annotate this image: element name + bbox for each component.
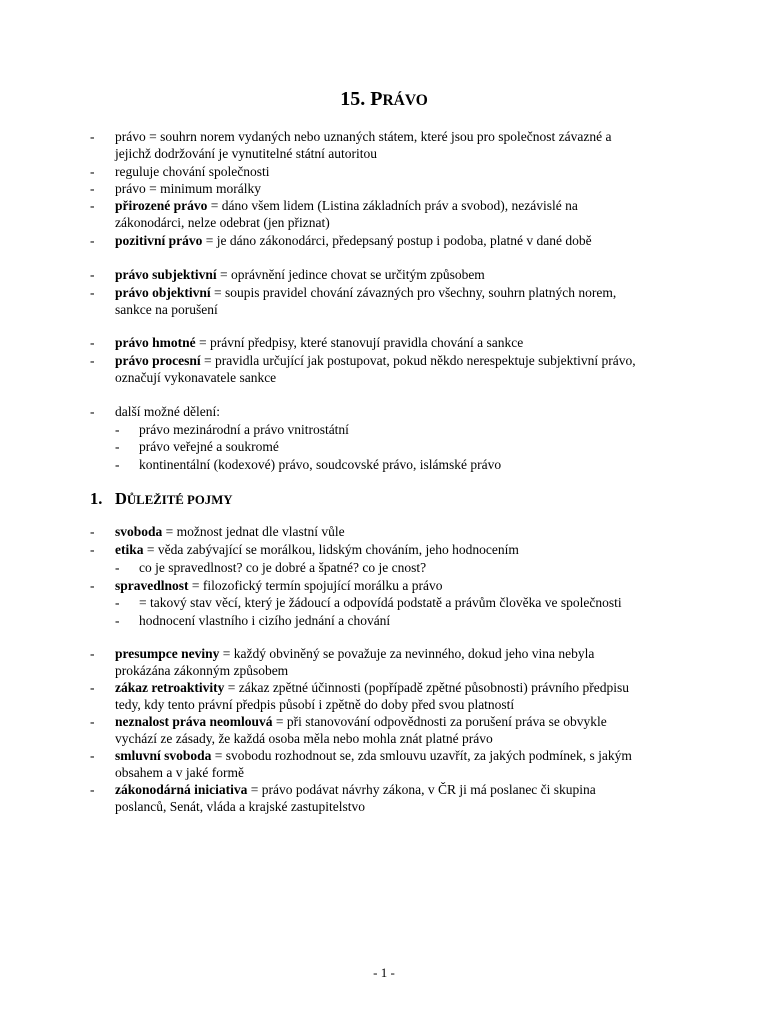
title-rest: RÁVO [382, 92, 428, 109]
page-number: - 1 - [373, 965, 395, 980]
title-initial: P [370, 88, 383, 110]
title-number: 15. [340, 88, 366, 110]
page-title [0, 86, 768, 114]
section-heading: 1. DŮLEŽITÉ POJMY [90, 489, 233, 508]
document-page: 15. PRÁVO - právo = souhrn norem vydaných nebo uznaných státem, které jsou pro společnost závazné a jejichž dodržování je vynutitelné státní autoritou - reguluje chování společnosti - právo = minimum morálky - přirozené právo = dáno všem lidem (Listina základních práv a svobod), nezávislé na zákonodárci, nelze odebrat (jen přiznat) - pozitivní právo = je dáno zákonodárci, předepsaný postup i podoba, platné v dané době - právo subjektivní = oprávnění jedince chovat se určitým způsobem - právo objektivní = soupis pravidel chování závazných pro všechny, souhrn platných norem, sankce na porušení - právo hmotné = právní předpisy, které stanovují pravidla chování a sankce - právo procesní = pravidla určující jak postupovat, pokud někdo nerespektuje subjektivní právo, označují vykonavatele sankce - další možné dělení: - právo mezinárodní a právo vnitrostátní - právo veřejné a soukromé - kontinentální (kodexové) právo, soudcovské právo, islámské právo 1. DŮLEŽITÉ POJMY - svoboda = možnost jednat dle vlastní vůle - etika = věda zabývající se morálkou, lidským chováním, jeho hodnocením - co je spravedlnost? co je dobré a špatné? co je cnost? - spravedlnost = filozofický termín spojující morálku a právo - = takový stav věcí, který je žádoucí a odpovídá podstatě a právům člověka ve společnosti - hodnocení vlastního i cizího jednání a chování - presumpce neviny = každý obviněný se považuje za nevinného, dokud jeho vina nebyla prokázána zákonným způsobem - zákaz retroaktivity = zákaz zpětné účinnosti (popřípadě zpětné působnosti) právního předpisu tedy, kdy tento právní předpis působí i zpětně do doby před svou platností - neznalost práva neomlouvá = při stanovování odpovědnosti za porušení práva se obvykle vychází ze zásady, že každá osoba měla nebo mohla znát platné právo - smluvní svoboda = svobodu rozhodnout se, zda smlouvu uzavřít, za jakých podmínek, s jakým obsahem a v jaké formě - zákonodárná iniciativa = právo podávat návrhy zákona, v ČR ji má poslanec či skupina poslanců, Senát, vláda a krajské zastupitelstvo - 1 - [0, 0, 768, 1024]
